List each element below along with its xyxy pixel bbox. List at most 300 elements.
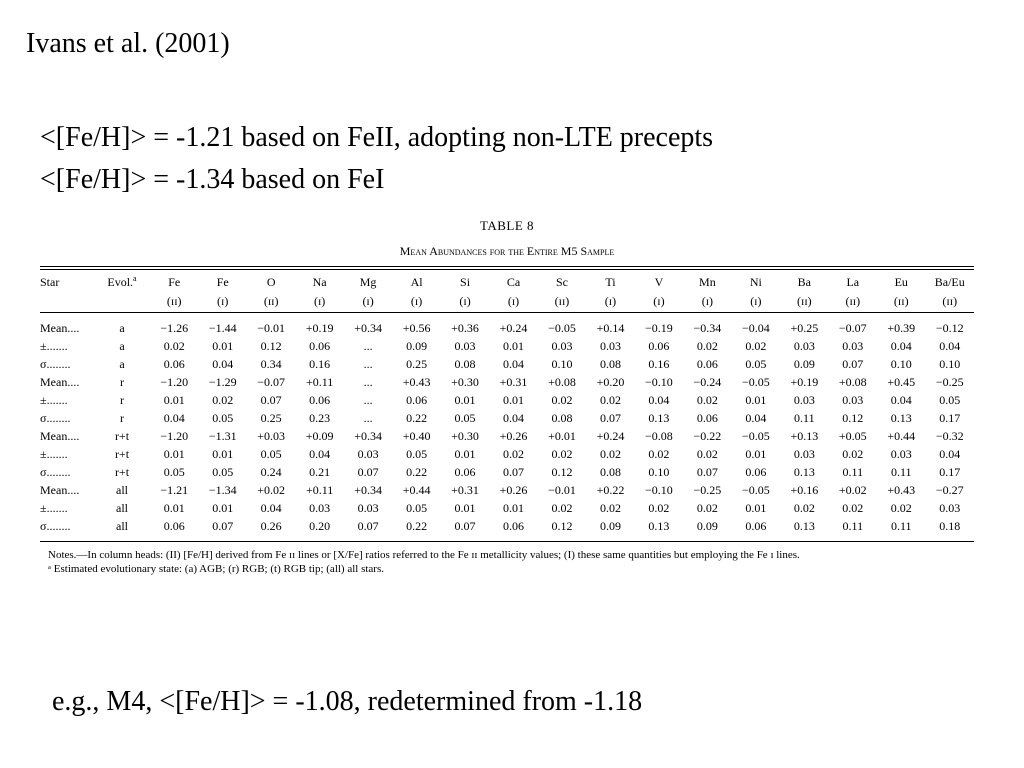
column-ion-stage: (ɪ) (701, 294, 714, 308)
column-header-label: Mg (359, 275, 377, 289)
abundance-cell: 0.10 (551, 357, 573, 371)
abundance-cell: −1.20 (160, 375, 189, 389)
abundance-cell: 0.07 (260, 393, 282, 407)
column-header-label: V (654, 275, 664, 289)
abundance-cell: −0.05 (741, 483, 770, 497)
abundance-cell: 0.01 (454, 393, 476, 407)
row-label: σ........ (40, 357, 71, 371)
abundance-cell: +0.31 (499, 375, 528, 389)
abundance-cell: 0.02 (890, 501, 912, 515)
abundance-cell: 0.06 (696, 357, 718, 371)
evol-state-cell: r+t (114, 447, 130, 461)
abundance-cell: −0.24 (693, 375, 722, 389)
table-note: ᵃ Estimated evolutionary state: (a) AGB; (r) RGB; (t) RGB tip; (all) all stars. (48, 563, 384, 575)
abundance-cell: 0.06 (163, 357, 185, 371)
abundance-cell: 0.12 (551, 519, 573, 533)
column-header (926, 270, 975, 292)
abundance-cell: +0.16 (790, 483, 819, 497)
row-label: ±....... (40, 501, 68, 515)
abundance-cell: 0.02 (648, 447, 670, 461)
abundance-cell: +0.09 (305, 429, 334, 443)
abundance-cell: +0.11 (305, 483, 334, 497)
column-header (198, 270, 246, 292)
abundance-cell: +0.01 (548, 429, 576, 443)
abundance-cell: 0.04 (939, 447, 961, 461)
abundance-cell: 0.13 (793, 519, 815, 533)
abundance-cell: 0.04 (939, 339, 961, 353)
abundance-cell: 0.03 (890, 447, 912, 461)
column-ion-stage: (ɪ) (653, 294, 665, 308)
abundance-cell: 0.21 (309, 465, 331, 479)
abundance-cell: 0.25 (406, 357, 428, 371)
column-header (247, 270, 295, 292)
column-header-label: Fe (168, 275, 181, 289)
abundance-cell: −1.26 (160, 321, 189, 335)
evol-state-cell: r (120, 375, 124, 389)
abundance-cell: 0.07 (842, 357, 864, 371)
abundance-cell: 0.03 (939, 501, 961, 515)
abundance-cell: 0.22 (406, 519, 428, 533)
abundance-cell: ... (363, 339, 373, 353)
abundance-cell: 0.13 (793, 465, 815, 479)
abundance-cell: 0.26 (260, 519, 282, 533)
abundance-cell: 0.24 (260, 465, 282, 479)
column-ion-stage: (ɪɪ) (796, 294, 812, 308)
abundance-cell: 0.18 (939, 519, 961, 533)
abundance-cell: +0.02 (838, 483, 867, 497)
abundance-cell: ... (363, 393, 373, 407)
abundance-cell: 0.02 (599, 447, 621, 461)
abundance-cell: 0.02 (163, 339, 185, 353)
row-label: ±....... (40, 339, 68, 353)
abundance-cell: 0.11 (794, 411, 815, 425)
column-header-label: Eu (894, 275, 908, 289)
abundance-cell: −0.25 (935, 375, 964, 389)
abundance-cell: 0.02 (696, 447, 718, 461)
abundance-cell: −0.07 (838, 321, 867, 335)
column-ion-stage (94, 292, 150, 312)
abundance-cell: 0.02 (599, 501, 621, 515)
abundance-cell: +0.08 (838, 375, 867, 389)
abundance-cell: 0.06 (745, 519, 767, 533)
column-header-label: Sc (555, 275, 568, 289)
abundance-cell: 0.01 (745, 501, 767, 515)
abundance-cell: 0.06 (454, 465, 476, 479)
abundance-cell: −1.31 (208, 429, 237, 443)
abundance-cell: 0.04 (260, 501, 282, 515)
abundance-cell: 0.06 (696, 411, 718, 425)
column-header-label: La (846, 275, 860, 289)
abundance-cell: 0.25 (260, 411, 282, 425)
column-ion-stage: (ɪ) (459, 294, 471, 308)
abundance-cell: 0.11 (842, 519, 864, 533)
abundance-cell: −0.05 (741, 429, 770, 443)
reference-title: Ivans et al. (2001) (26, 28, 230, 59)
abundance-cell: +0.44 (887, 429, 916, 443)
abundance-cell: 0.07 (357, 465, 379, 479)
column-header-label: Si (460, 275, 471, 289)
abundance-cell: +0.11 (305, 375, 334, 389)
abundance-cell: 0.04 (212, 357, 234, 371)
column-ion-stage: (ɪɪ) (554, 294, 570, 308)
abundance-cell: +0.56 (402, 321, 431, 335)
column-header (40, 270, 94, 292)
abundance-cell: 0.10 (939, 357, 961, 371)
abundance-cell: 0.09 (406, 339, 428, 353)
abundance-cell: +0.36 (451, 321, 479, 335)
abundance-cell: 0.04 (503, 411, 525, 425)
evol-state-cell: a (119, 339, 125, 353)
evol-state-cell: r+t (114, 465, 130, 479)
column-header (94, 270, 150, 292)
abundance-cell: 0.01 (503, 393, 525, 407)
abundance-cell: 0.01 (503, 501, 525, 515)
abundance-cell: 0.04 (745, 411, 767, 425)
abundance-cell: 0.02 (551, 447, 573, 461)
abundance-cell: 0.06 (163, 519, 185, 533)
row-label: σ........ (40, 519, 71, 533)
row-label: Mean.... (40, 483, 80, 497)
abundance-cell: 0.03 (793, 447, 815, 461)
column-ion-stage: (ɪ) (750, 294, 762, 308)
table-notes (40, 548, 974, 576)
abundance-cell: 0.04 (309, 447, 331, 461)
evol-state-cell: a (119, 321, 125, 335)
abundance-cell: 0.03 (793, 339, 815, 353)
abundance-cell: 0.01 (454, 447, 476, 461)
abundance-cell: 0.05 (212, 465, 234, 479)
abundance-cell: 0.07 (599, 411, 621, 425)
column-header-label: Ba/Eu (934, 275, 965, 289)
table-row (40, 445, 974, 463)
abundance-cell: +0.34 (354, 483, 382, 497)
abundance-cell: +0.24 (499, 321, 528, 335)
abundance-cell: 0.02 (551, 393, 573, 407)
abundance-cell: 0.06 (406, 393, 428, 407)
row-label: ±....... (40, 447, 68, 461)
abundance-cell: 0.02 (793, 501, 815, 515)
evol-state-cell: a (119, 357, 125, 371)
abundance-cell: −0.10 (645, 483, 673, 497)
fe-h-fei-statement: <[Fe/H]> = -1.34 based on FeI (40, 164, 385, 195)
column-header-label: Al (410, 275, 423, 289)
abundance-cell: +0.45 (887, 375, 916, 389)
abundance-cell: 0.03 (309, 501, 331, 515)
abundance-cell: 0.16 (648, 357, 670, 371)
abundance-cell: 0.09 (599, 519, 621, 533)
row-label: ±....... (40, 393, 68, 407)
column-ion-stage: (ɪɪ) (845, 294, 861, 308)
abundance-cell: 0.34 (260, 357, 282, 371)
table-row (40, 409, 974, 427)
column-ion-stage (40, 292, 94, 312)
table-caption: Mean Abundances for the Entire M5 Sample (399, 244, 615, 258)
abundance-cell: −0.05 (741, 375, 770, 389)
column-header-label: O (266, 275, 276, 289)
abundance-cell: 0.05 (212, 411, 234, 425)
abundance-cell: 0.04 (163, 411, 185, 425)
column-header (441, 270, 489, 292)
abundance-cell: 0.02 (696, 339, 718, 353)
abundance-cell: +0.13 (790, 429, 819, 443)
abundance-cell: 0.03 (357, 501, 379, 515)
column-ion-stage: (ɪɪ) (263, 294, 279, 308)
abundance-cell: +0.34 (354, 321, 382, 335)
abundance-cell: 0.02 (745, 339, 767, 353)
table-row (40, 313, 974, 337)
abundance-cell: +0.03 (257, 429, 286, 443)
abundance-cell: 0.01 (745, 447, 767, 461)
row-label: Mean.... (40, 375, 80, 389)
table-body (40, 313, 974, 541)
abundance-cell: 0.11 (890, 519, 912, 533)
abundance-cell: 0.05 (163, 465, 185, 479)
table-row (40, 337, 974, 355)
abundance-cell: 0.13 (648, 411, 670, 425)
table-row (40, 463, 974, 481)
abundance-cell: 0.11 (890, 465, 912, 479)
abundance-cell: +0.43 (887, 483, 916, 497)
table-row (40, 481, 974, 499)
abundance-cell: 0.20 (309, 519, 331, 533)
abundance-cell: 0.08 (454, 357, 476, 371)
abundance-cell: 0.08 (599, 357, 621, 371)
abundance-cell: ... (363, 411, 373, 425)
column-ion-stage: (ɪ) (604, 294, 617, 308)
abundance-cell: +0.19 (305, 321, 334, 335)
fe-h-feii-statement: <[Fe/H]> = -1.21 based on FeII, adopting non-LTE precepts (40, 122, 714, 153)
table-row (40, 517, 974, 541)
abundance-cell: 0.17 (939, 411, 961, 425)
column-header (780, 270, 828, 292)
abundance-cell: 0.02 (842, 501, 864, 515)
abundance-cell: 0.01 (503, 339, 525, 353)
abundance-cell: 0.23 (309, 411, 331, 425)
column-header-label: Evol. (107, 275, 134, 289)
abundance-cell: 0.06 (503, 519, 525, 533)
abundance-cell: 0.02 (696, 393, 718, 407)
abundance-table-block (40, 218, 974, 576)
column-header-label: Na (312, 275, 327, 289)
example-statement: e.g., M4, <[Fe/H]> = -1.08, redetermined from -1.18 (52, 686, 643, 717)
abundance-cell: 0.12 (551, 465, 573, 479)
abundance-cell: 0.01 (212, 447, 234, 461)
abundance-cell: −0.25 (693, 483, 722, 497)
abundance-cell: 0.05 (454, 411, 476, 425)
abundance-cell: 0.04 (503, 357, 525, 371)
abundance-cell: 0.05 (260, 447, 282, 461)
column-header (732, 270, 780, 292)
abundance-cell: +0.26 (499, 429, 528, 443)
column-header (829, 270, 877, 292)
abundance-cell: 0.09 (793, 357, 815, 371)
abundance-cell: +0.22 (596, 483, 625, 497)
abundance-cell: 0.03 (357, 447, 379, 461)
abundance-cell: 0.07 (696, 465, 718, 479)
abundance-cell: +0.26 (499, 483, 528, 497)
abundance-cell: −0.32 (935, 429, 964, 443)
abundance-cell: 0.03 (454, 339, 476, 353)
abundance-cell: 0.07 (503, 465, 525, 479)
abundance-cell: +0.20 (596, 375, 625, 389)
abundance-cell: −0.10 (645, 375, 673, 389)
column-header (344, 270, 392, 292)
abundance-cell: +0.02 (257, 483, 286, 497)
abundance-cell: 0.13 (890, 411, 912, 425)
abundance-cell: 0.01 (745, 393, 767, 407)
column-header-label: Ni (749, 275, 762, 289)
abundance-cell: 0.01 (212, 501, 234, 515)
abundance-cell: 0.22 (406, 465, 428, 479)
column-header (877, 270, 925, 292)
row-label: σ........ (40, 411, 71, 425)
abundance-cell: +0.30 (451, 429, 479, 443)
abundance-cell: 0.11 (842, 465, 864, 479)
abundance-cell: 0.06 (745, 465, 767, 479)
abundance-cell: 0.04 (890, 339, 912, 353)
abundance-cell: 0.01 (163, 501, 185, 515)
column-ion-stage: (ɪɪ) (942, 294, 958, 308)
abundance-cell: 0.02 (599, 393, 621, 407)
abundance-cell: 0.02 (503, 447, 525, 461)
column-header (295, 270, 343, 292)
column-header-label: Star (40, 275, 60, 289)
abundance-cell: 0.06 (309, 393, 331, 407)
abundance-cell: +0.19 (790, 375, 819, 389)
table-header (40, 270, 974, 312)
column-ion-stage: (ɪ) (507, 294, 520, 308)
abundance-cell: 0.10 (648, 465, 670, 479)
evol-state-cell: r (120, 393, 124, 407)
abundance-cell: 0.05 (406, 447, 428, 461)
abundance-cell: +0.39 (887, 321, 916, 335)
abundance-cell: 0.06 (309, 339, 331, 353)
abundance-cell: 0.08 (599, 465, 621, 479)
column-header-label: Fe (216, 275, 229, 289)
abundance-cell: 0.05 (939, 393, 961, 407)
evol-state-cell: r+t (114, 429, 130, 443)
abundance-cell: 0.01 (454, 501, 476, 515)
abundance-cell: −0.34 (693, 321, 722, 335)
evol-state-cell: all (116, 483, 128, 497)
evol-state-cell: all (116, 501, 128, 515)
row-label: Mean.... (40, 321, 80, 335)
table-row (40, 427, 974, 445)
abundance-cell: −0.04 (741, 321, 770, 335)
abundance-cell: 0.05 (745, 357, 767, 371)
row-label: σ........ (40, 465, 71, 479)
column-ion-stage: (ɪɪ) (166, 294, 182, 308)
abundance-cell: −1.20 (160, 429, 189, 443)
abundance-cell: −0.27 (935, 483, 964, 497)
abundance-cell: 0.16 (309, 357, 331, 371)
abundance-table-body (40, 313, 974, 541)
abundance-cell: −1.44 (208, 321, 237, 335)
abundance-cell: −1.21 (160, 483, 189, 497)
abundance-cell: 0.12 (842, 411, 864, 425)
abundance-cell: +0.40 (402, 429, 431, 443)
abundance-cell: −0.08 (645, 429, 673, 443)
abundance-cell: +0.34 (354, 429, 382, 443)
abundance-cell: −1.29 (208, 375, 237, 389)
column-header (635, 270, 683, 292)
evol-state-cell: r (120, 411, 124, 425)
column-header (538, 270, 586, 292)
abundance-cell: 0.06 (648, 339, 670, 353)
abundance-cell: 0.03 (793, 393, 815, 407)
abundance-cell: 0.02 (212, 393, 234, 407)
abundance-cell: 0.12 (260, 339, 282, 353)
column-header-label: Ca (506, 275, 521, 289)
table-note: Notes.—In column heads: (II) [Fe/H] derived from Fe ɪɪ lines or [X/Fe] ratios referred to the Fe ɪɪ metallicity values; (I) these same quantities but employing the Fe ɪ lines. (48, 549, 800, 561)
column-ion-stage: (ɪ) (313, 294, 326, 308)
column-header (586, 270, 634, 292)
abundance-cell: −0.12 (935, 321, 964, 335)
table-row (40, 391, 974, 409)
abundance-cell: +0.43 (402, 375, 431, 389)
column-ion-stage: (ɪ) (410, 294, 423, 308)
abundance-cell: −0.19 (645, 321, 673, 335)
abundance-cell: 0.01 (163, 393, 185, 407)
abundance-cell: 0.02 (648, 501, 670, 515)
table-rule (40, 541, 974, 542)
abundance-cell: 0.08 (551, 411, 573, 425)
column-header (150, 270, 198, 292)
abundance-cell: 0.05 (406, 501, 428, 515)
column-header-label: Mn (699, 275, 716, 289)
abundance-cell: 0.04 (890, 393, 912, 407)
abundance-cell: −0.01 (257, 321, 286, 335)
abundance-cell: −0.05 (548, 321, 576, 335)
row-label: Mean.... (40, 429, 80, 443)
abundance-cell: 0.01 (163, 447, 185, 461)
abundance-table (40, 270, 974, 312)
abundance-cell: +0.08 (548, 375, 576, 389)
column-header (489, 270, 537, 292)
table-row (40, 499, 974, 517)
abundance-cell: +0.05 (838, 429, 867, 443)
abundance-cell: +0.25 (790, 321, 819, 335)
column-ion-stage: (ɪɪ) (893, 294, 909, 308)
abundance-cell: 0.07 (212, 519, 234, 533)
abundance-cell: +0.14 (596, 321, 625, 335)
abundance-cell: 0.03 (842, 339, 864, 353)
abundance-cell: 0.02 (842, 447, 864, 461)
abundance-cell: 0.13 (648, 519, 670, 533)
abundance-cell: +0.31 (451, 483, 479, 497)
evol-state-cell: all (116, 519, 128, 533)
abundance-cell: 0.03 (599, 339, 621, 353)
abundance-cell: 0.07 (454, 519, 476, 533)
column-header-label: Ti (605, 275, 616, 289)
abundance-cell: +0.30 (451, 375, 479, 389)
abundance-cell: +0.44 (402, 483, 431, 497)
column-header-label: Ba (797, 275, 811, 289)
abundance-cell: −0.22 (693, 429, 722, 443)
abundance-cell: 0.04 (648, 393, 670, 407)
abundance-cell: +0.24 (596, 429, 625, 443)
column-ion-stage: (ɪ) (362, 294, 374, 308)
column-ion-stage: (ɪ) (217, 294, 229, 308)
table-row (40, 355, 974, 373)
abundance-cell: −0.07 (257, 375, 286, 389)
table-row (40, 373, 974, 391)
abundance-cell: ... (363, 357, 373, 371)
abundance-cell: 0.22 (406, 411, 428, 425)
abundance-cell: 0.17 (939, 465, 961, 479)
table-rule (40, 266, 974, 267)
abundance-cell: ... (363, 375, 373, 389)
